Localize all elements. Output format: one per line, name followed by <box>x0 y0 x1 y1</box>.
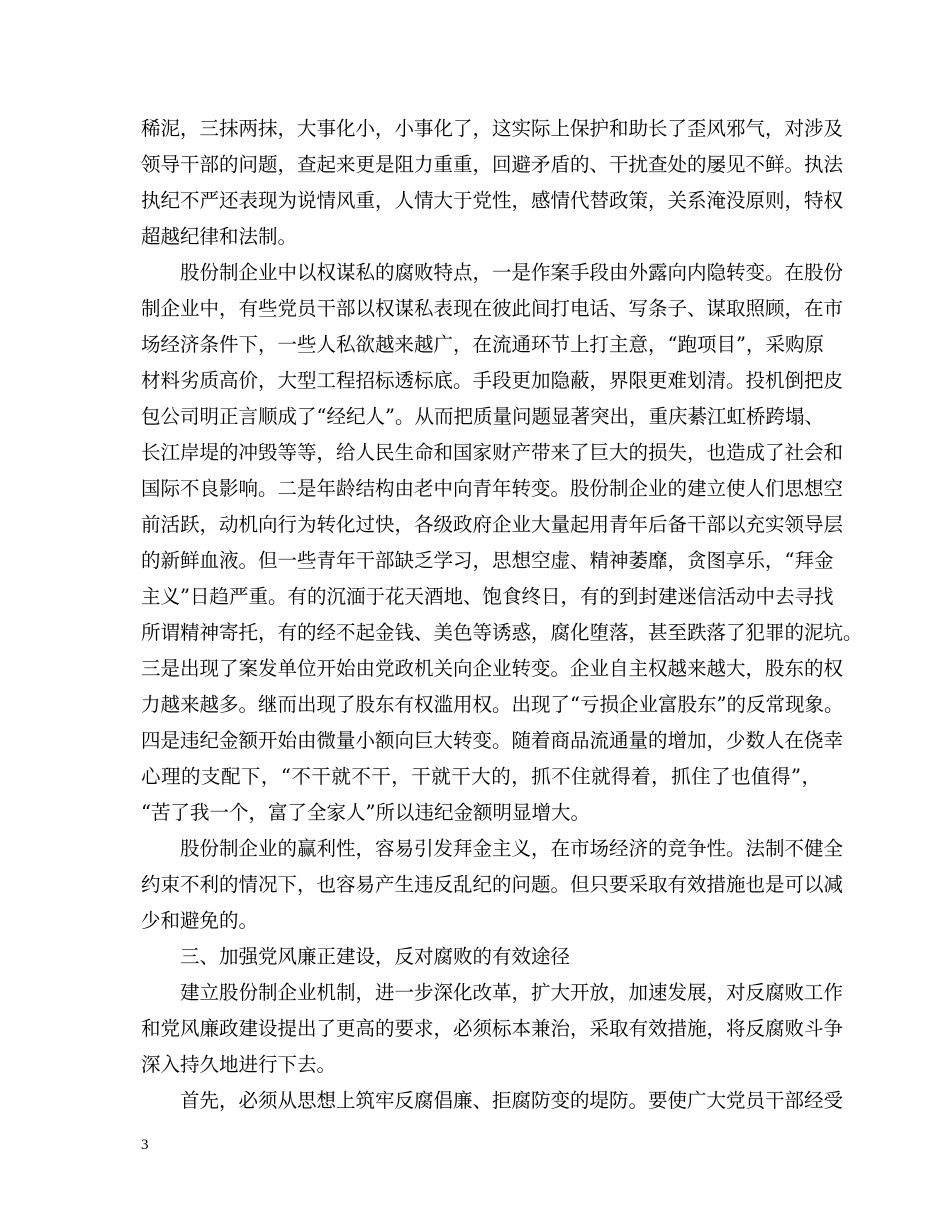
text-line: 主义”日趋严重。有的沉湎于花天酒地、饱食终日，有的到封建迷信活动中去寻找 <box>141 585 834 608</box>
text-line: 三是出现了案发单位开始由党政机关向企业转变。企业自主权越来越大，股东的权 <box>141 657 844 680</box>
text-line: 的新鲜血液。但一些青年干部缺乏学习，思想空虚、精神萎靡，贪图享乐，“拜金 <box>141 549 834 572</box>
text-line: 超越纪律和法制。 <box>141 225 298 248</box>
text-line: 制企业中，有些党员干部以权谋私表现在彼此间打电话、写条子、谋取照顾，在市 <box>141 297 844 320</box>
text-line: 少和避免的。 <box>141 909 259 932</box>
text-line: 执纪不严还表现为说情风重，人情大于党性，感情代替政策，关系淹没原则，特权 <box>141 189 844 212</box>
page-number: 3 <box>141 1137 149 1153</box>
text-line: 包公司明正言顺成了“经纪人”。从而把质量问题显著突出，重庆綦江虹桥跨塌、 <box>141 405 824 428</box>
text-line: 材料劣质高价，大型工程招标透标底。手段更加隐蔽，界限更难划清。投机倒把皮 <box>141 369 844 392</box>
text-line: 和党风廉政建设提出了更高的要求，必须标本兼治，采取有效措施，将反腐败斗争 <box>141 1017 844 1040</box>
text-line: 股份制企业的赢利性，容易引发拜金主义，在市场经济的竞争性。法制不健全 <box>180 837 844 860</box>
text-line: 所谓精神寄托，有的经不起金钱、美色等诱惑，腐化堕落，甚至跌落了犯罪的泥坑。 <box>141 621 863 644</box>
text-line: 股份制企业中以权谋私的腐败特点，一是作案手段由外露向内隐转变。在股份 <box>180 261 844 284</box>
text-line: 深入持久地进行下去。 <box>141 1053 337 1076</box>
section-heading: 三、加强党风廉正建设，反对腐败的有效途径 <box>180 945 571 968</box>
text-line: 四是违纪金额开始由微量小额向巨大转变。随着商品流通量的增加，少数人在侥幸 <box>141 729 844 752</box>
text-line: 约束不利的情况下，也容易产生违反乱纪的问题。但只要采取有效措施也是可以减 <box>141 873 844 896</box>
text-line: 稀泥，三抹两抹，大事化小，小事化了，这实际上保护和助长了歪风邪气，对涉及 <box>141 117 844 140</box>
text-line: 建立股份制企业机制，进一步深化改革，扩大开放，加速发展，对反腐败工作 <box>180 981 844 1004</box>
text-line: 首先，必须从思想上筑牢反腐倡廉、拒腐防变的堤防。要使广大党员干部经受 <box>180 1089 844 1112</box>
text-line: 心理的支配下，“不干就不干，干就干大的，抓不住就得着，抓住了也值得”， <box>141 765 821 788</box>
body-text <box>141 111 863 1119</box>
text-line: 领导干部的问题，查起来更是阻力重重，回避矛盾的、干扰查处的屡见不鲜。执法 <box>141 153 844 176</box>
text-line: “苦了我一个，富了全家人”所以违纪金额明显增大。 <box>141 801 590 824</box>
text-line: 场经济条件下，一些人私欲越来越广，在流通环节上打主意，“跑项目”，采购原 <box>141 333 824 356</box>
text-line: 国际不良影响。二是年龄结构由老中向青年转变。股份制企业的建立使人们思想空 <box>141 477 844 500</box>
text-line: 力越来越多。继而出现了股东有权滥用权。出现了“亏损企业富股东”的反常现象。 <box>141 693 844 716</box>
text-line: 长江岸堤的冲毁等等，给人民生命和国家财产带来了巨大的损失，也造成了社会和 <box>141 441 844 464</box>
text-line: 前活跃，动机向行为转化过快，各级政府企业大量起用青年后备干部以充实领导层 <box>141 513 844 536</box>
